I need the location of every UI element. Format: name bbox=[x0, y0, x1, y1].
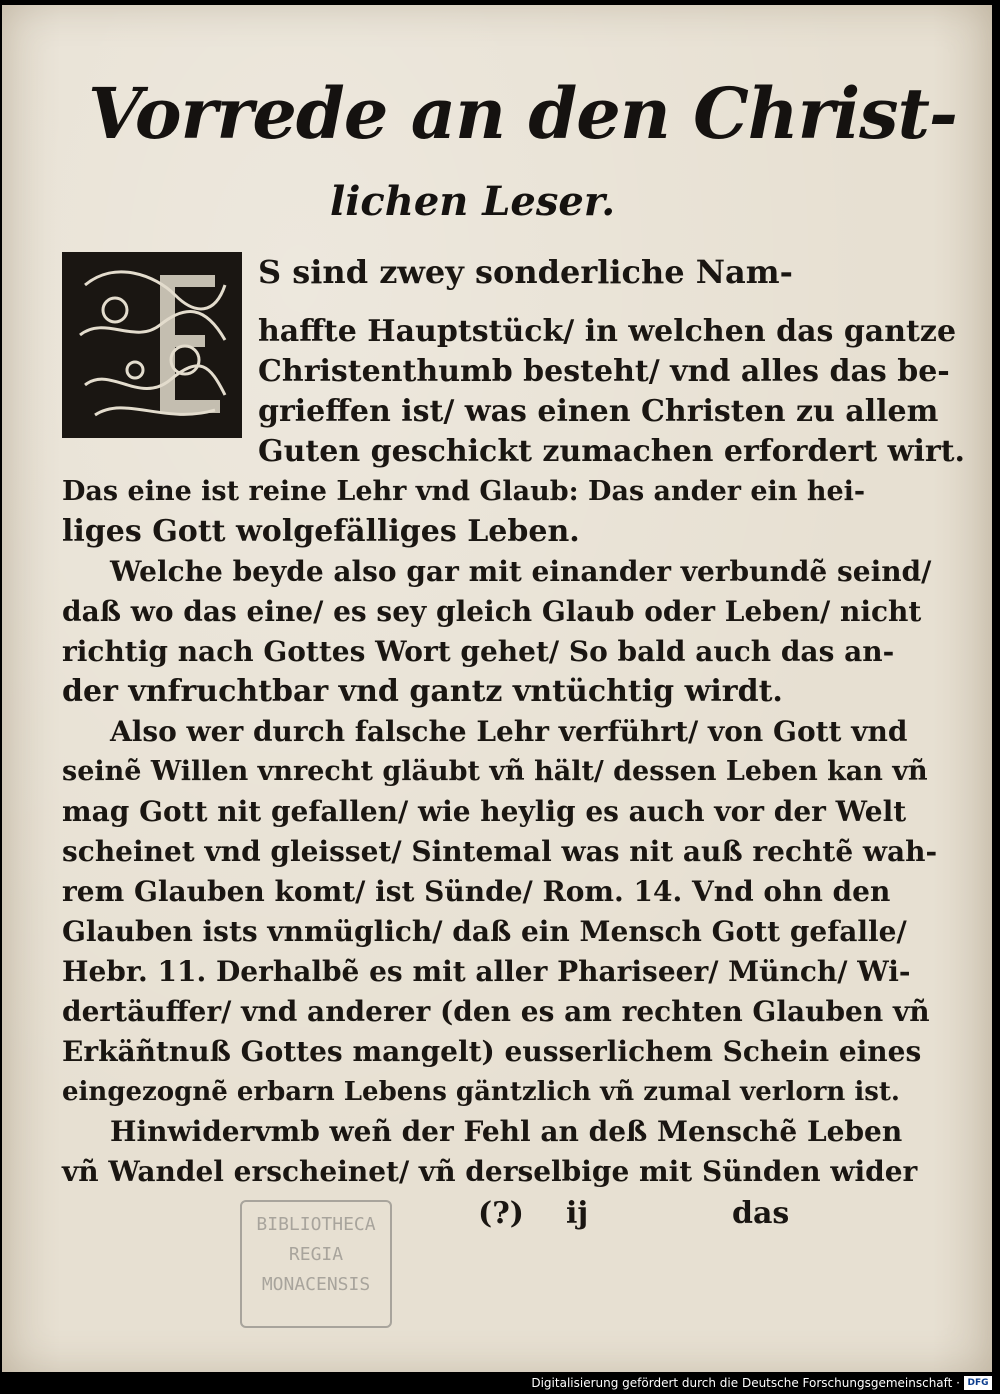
stamp-line: BIBLIOTHECA bbox=[256, 1214, 376, 1235]
text-line-18: Hebr. 11. Derhalbẽ es mit aller Phariseer/ Münch/ Wi- bbox=[62, 955, 911, 988]
text-line-22: Hinwidervmb weñ der Fehl an deß Menschẽ Leben bbox=[110, 1115, 903, 1148]
text-line-11: der vnfruchtbar vnd gantz vntüchtig wirdt. bbox=[62, 674, 783, 709]
text-line-1: S sind zwey sonderliche Nam- bbox=[258, 253, 793, 291]
text-line-10: richtig nach Gottes Wort gehet/ So bald auch das an- bbox=[62, 635, 895, 668]
catchword-mark: (?) bbox=[478, 1196, 524, 1231]
library-stamp bbox=[240, 1200, 392, 1328]
text-line-9: daß wo das eine/ es sey gleich Glaub oder Leben/ nicht bbox=[62, 595, 922, 628]
text-line-19: dertäuffer/ vnd anderer (den es am rechten Glauben vñ bbox=[62, 995, 930, 1028]
dfg-logo-icon: DFG bbox=[964, 1376, 992, 1390]
text-line-6: Das eine ist reine Lehr vnd Glaub: Das ander ein hei- bbox=[62, 476, 866, 507]
text-line-14: mag Gott nit gefallen/ wie heylig es auch vor der Welt bbox=[62, 795, 907, 828]
text-line-23: vñ Wandel erscheinet/ vñ derselbige mit Sünden wider bbox=[62, 1155, 918, 1188]
page-subtitle: lichen Leser. bbox=[330, 178, 616, 225]
footer-credit: Digitalisierung gefördert durch die Deutsche Forschungsgemeinschaft · bbox=[531, 1376, 960, 1390]
page-title: Vorrede an den Christ- bbox=[88, 72, 957, 155]
text-line-3: Christenthumb besteht/ vnd alles das be- bbox=[258, 354, 950, 389]
stamp-line: MONACENSIS bbox=[261, 1274, 371, 1295]
catchword: das bbox=[732, 1196, 790, 1231]
text-line-12: Also wer durch falsche Lehr verführt/ von Gott vnd bbox=[110, 715, 908, 748]
text-line-20: Erkäñtnuß Gottes mangelt) eusserlichem Schein eines bbox=[62, 1035, 922, 1068]
text-line-2: haffte Hauptstück/ in welchen das gantze bbox=[258, 314, 957, 349]
text-line-4: grieffen ist/ was einen Christen zu allem bbox=[258, 394, 939, 429]
text-line-5: Guten geschickt zumachen erfordert wirt. bbox=[258, 434, 965, 469]
text-line-8: Welche beyde also gar mit einander verbundẽ seind/ bbox=[110, 555, 932, 588]
text-line-13: seinẽ Willen vnrecht gläubt vñ hält/ dessen Leben kan vñ bbox=[62, 756, 928, 787]
stamp-line: REGIA bbox=[288, 1244, 344, 1265]
text-line-21: eingezognẽ erbarn Lebens gäntzlich vñ zumal verlorn ist. bbox=[62, 1077, 900, 1107]
signature-mark: ij bbox=[566, 1196, 589, 1231]
decorated-initial-icon bbox=[62, 252, 242, 438]
text-line-17: Glauben ists vnmüglich/ daß ein Mensch Gott gefalle/ bbox=[62, 915, 907, 948]
text-line-16: rem Glauben komt/ ist Sünde/ Rom. 14. Vnd ohn den bbox=[62, 875, 891, 908]
text-line-15: scheinet vnd gleisset/ Sintemal was nit auß rechtẽ wah- bbox=[62, 835, 938, 868]
footer-bar bbox=[0, 1372, 1000, 1394]
text-line-7: liges Gott wolgefälliges Leben. bbox=[62, 514, 580, 549]
